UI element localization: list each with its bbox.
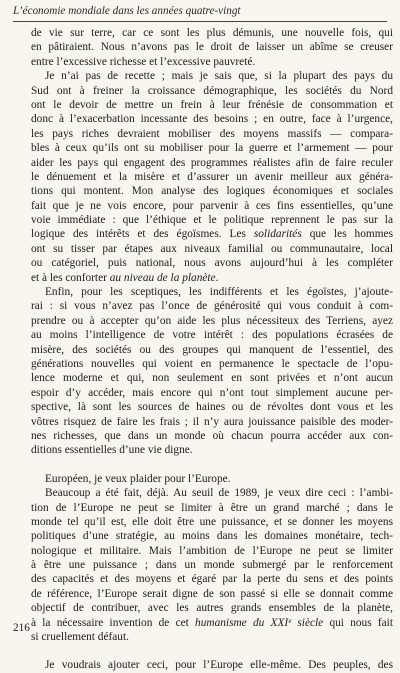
text-line: Enfin, pour les sceptiques, les indifférents et les égoïstes, j’ajoute- xyxy=(45,286,393,299)
text-line: en pâtiraient. Nous n’avons pas le droit de laisser un abîme se creuser xyxy=(31,41,393,54)
text-line: les pays riches devraient mobiliser des moyens massifs — compara- xyxy=(31,127,393,140)
text-line: rai : si vous n’avez pas l’once de générosité qui vous conduit à com- xyxy=(31,300,393,313)
text-line: fait que je ne vois encore, pour parvenir à ces fins essentielles, qu’une xyxy=(31,199,393,212)
text-line: ou catégoriel, puis national, nous avons aujourd’hui à les compléter xyxy=(31,257,393,270)
text-line: et à les conforter au niveau de la planète. xyxy=(31,271,219,284)
text-line: Je voudrais ajouter ceci, pour l’Europe elle-même. Des peuples, des xyxy=(45,659,393,672)
text-line: ditions essentielles d’une vie digne. xyxy=(31,444,193,457)
text-line: logique des intérêts et des égoïsmes. Les solidarités que les hommes xyxy=(31,228,393,241)
paragraph-gap xyxy=(31,458,393,472)
text-line: tions qui montent. Mon analyse des logiques économiques et sociales xyxy=(31,185,393,198)
text-line: Beaucoup a été fait, déjà. Au seuil de 1989, je veux dire ceci : l’ambi- xyxy=(45,487,393,500)
text-line: ont le devoir de mettre un frein à leur frénésie de consommation et xyxy=(31,98,393,111)
text-line: si cruellement défaut. xyxy=(31,631,129,644)
running-header: L’économie mondiale dans les années quatre-vingt xyxy=(13,5,241,17)
text-line: ont su tisser par étapes aux niveaux familial ou communautaire, local xyxy=(31,242,393,255)
text-line: lence moderne et qui, non seulement en sont privées et n’ont aucun xyxy=(31,372,393,385)
text-line: Sud ont à freiner la croissance démographique, les sociétés du Nord xyxy=(31,84,393,97)
text-line: nes richesses, que dans un monde où chacun pourra accéder aux con- xyxy=(31,429,393,442)
text-line: tion de l’Europe ne peut se limiter à être un grand marché ; dans le xyxy=(31,501,393,514)
text-line: aider les pays qui engagent des programmes réalistes afin de faire reculer xyxy=(31,156,393,169)
text-line: au moins l’intelligence de votre intérêt : des populations écrasées de xyxy=(31,329,393,342)
text-line: prendre ou à accepter qu’on aide les plus nécessiteux des Terriens, ayez xyxy=(31,314,393,327)
text-line: entre l’excessive richesse et l’excessive pauvreté. xyxy=(31,55,256,68)
text-line: le dénuement et la misère et d’assurer un avenir meilleur aux généra- xyxy=(31,170,393,183)
text-line: Européen, je veux plaider pour l’Europe. xyxy=(45,472,231,485)
text-line: à être une puissance ; dans un monde submergé par le renforcement xyxy=(31,559,393,572)
paragraph-gap xyxy=(31,644,393,658)
text-line: voie immédiate : que l’éthique et le politique reprennent le pas sur la xyxy=(31,214,393,227)
text-line: donc à l’exacerbation incessante des besoins ; en outre, face à l’urgence, xyxy=(31,113,393,126)
text-line: à la nécessaire invention de cet humanisme du XXIᵉ siècle qui nous fait xyxy=(31,616,393,629)
text-line: de vie sur terre, car ce sont les plus démunis, une nouvelle fois, qui xyxy=(31,27,393,39)
text-line: générations nouvelles qui voient en permanence le spectacle de l’opu- xyxy=(31,357,393,370)
text-line: de référence, l’Europe serait digne de son passé si elle se donnait comme xyxy=(31,587,393,600)
text-line: politiques d’une stratégie, au moins dans les domaines monétaire, tech- xyxy=(31,530,393,543)
text-line: vôtres risquez de faire les frais ; il n’y aura jouissance paisible des moder- xyxy=(31,415,393,428)
text-line: des capacités et des moyens et égaré par la perte du sens et des points xyxy=(31,573,393,586)
header-rule xyxy=(13,21,387,22)
text-line: bles à ceux qu’ils ont su mobiliser pour la guerre et l’armement — pour xyxy=(31,142,393,155)
text-line: misère, des sociétés ou des groupes qui manquent de l’essentiel, des xyxy=(31,343,393,356)
text-line: Je n’ai pas de recette ; mais je sais que, si la plupart des pays du xyxy=(45,70,393,83)
text-line: nologique et militaire. Mais l’ambition de l’Europe ne peut se limiter xyxy=(31,544,393,557)
text-line: objectif de contribuer, avec les autres grands ensembles de la planète, xyxy=(31,602,393,615)
text-line: monde tel qu’il est, elle doit être une puissance, et se donner les moyens xyxy=(31,515,393,528)
text-line: espoir d’y accéder, mais encore qui n’ont tout simplement aucune per- xyxy=(31,386,393,399)
text-line: spective, là sont les sources de haines ou de révoltes dont vous et les xyxy=(31,401,393,414)
page-number: 216 xyxy=(13,622,30,634)
body-text xyxy=(31,26,393,673)
